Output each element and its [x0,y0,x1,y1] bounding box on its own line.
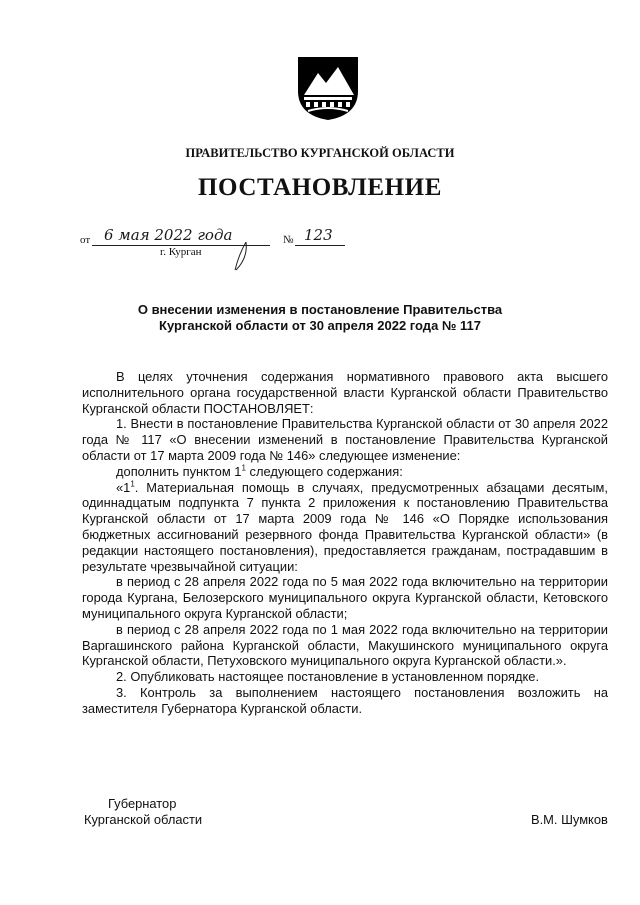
amendment-content: . Материальная помощь в случаях, предусмотренных абзацами десятым, одиннадцатым подпункта 7 пункта 2 приложения к постановлению Правительства Курганской области от 17 марта 2009 года № 146 «О Порядке использования бюджетных ассигнований резервного фонда Правительства Курганской области» (в редакции настоящего постановления), предоставляется гражданам, пострадавшим в результате чрезвычайной ситуации: [82,479,608,574]
superscript: 1 [130,479,135,489]
handwriting-flourish [230,240,252,274]
title-line-1: О внесении изменения в постановление Правительства [137,302,503,317]
period-1-paragraph: в период с 28 апреля 2022 года по 5 мая 2022 года включительно на территории города Кургана, Белозерского муниципального округа Курганской области, Кетовского муниципального округа Курганской области; [82,574,608,621]
superscript: 1 [241,463,246,473]
signatory-position-1: Губернатор [108,796,177,811]
item-2-paragraph: 2. Опубликовать настоящее постановление в установленном порядке. [116,669,540,685]
coat-of-arms-icon [296,55,360,121]
authority-name: ПРАВИТЕЛЬСТВО КУРГАНСКОЙ ОБЛАСТИ [185,146,455,160]
document-type: ПОСТАНОВЛЕНИЕ [197,174,443,201]
number-handwritten: 123 [304,226,333,244]
signatory-name: В.М. Шумков [531,812,608,827]
amendment-intro-text: дополнить пунктом 1 [116,463,242,479]
date-prefix: от [80,234,91,246]
preamble-paragraph: В целях уточнения содержания нормативного правового акта высшего исполнительного органа государственной власти Курганской области Правительство Курганской области ПОСТАНОВЛЯЕТ: [82,369,608,416]
amendment-number: «1 [116,479,131,495]
title-line-2: Курганской области от 30 апреля 2022 года № 117 [159,318,481,333]
city-name: г. Курган [160,246,202,258]
amendment-intro [82,464,608,480]
item-3-paragraph: 3. Контроль за выполнением настоящего постановления возложить на заместителя Губернатора Курганской области. [82,684,608,716]
document-title [0,302,640,334]
document-body [82,369,608,717]
item-1-paragraph: 1. Внести в постановление Правительства Курганской области от 30 апреля 2022 года № 117 «О внесении изменений в постановление Правительства Курганской области от 17 марта 2009 года № 146» следующее изменение: [82,416,608,463]
date-handwritten: 6 мая 2022 года [104,226,233,244]
number-underline [295,245,345,246]
period-2-paragraph: в период с 28 апреля 2022 года по 1 мая 2022 года включительно на территории Варгашинского района Курганской области, Макушинского муниципального округа Курганской области, Петуховского муниципального округа Курганской области.». [82,621,608,669]
number-prefix: № [283,234,294,246]
signatory-position-2: Курганской области [84,812,203,827]
amendment-intro-tail: следующего содержания: [245,463,403,479]
amendment-text [82,480,608,575]
